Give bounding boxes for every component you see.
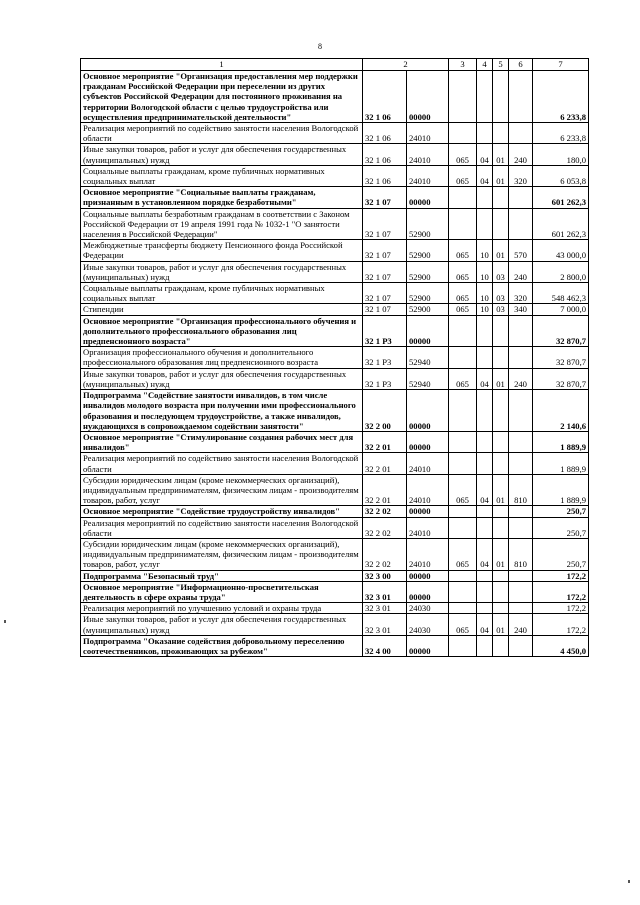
row-section-code: 04 bbox=[477, 614, 493, 635]
row-subsection-code bbox=[493, 431, 509, 452]
row-direction-code: 24030 bbox=[407, 614, 449, 635]
row-subsection-code bbox=[493, 603, 509, 614]
row-direction-code: 52900 bbox=[407, 283, 449, 304]
row-target-code: 32 2 00 bbox=[363, 390, 407, 432]
table-row bbox=[81, 315, 589, 347]
row-name: Подпрограмма "Содействие занятости инвалидов, в том числе инвалидов молодого возраста при получении ими профессионального образования и последующем трудоустройстве, а также инвалидов, нуждающихся в сопровождаемом содействии занятости" bbox=[81, 390, 363, 432]
row-amount: 6 233,8 bbox=[533, 71, 589, 123]
header-col-5: 5 bbox=[493, 59, 509, 71]
table-row bbox=[81, 123, 589, 144]
table-row bbox=[81, 614, 589, 635]
row-ministry-code bbox=[449, 390, 477, 432]
header-col-3: 3 bbox=[449, 59, 477, 71]
row-ministry-code: 065 bbox=[449, 614, 477, 635]
row-direction-code: 24010 bbox=[407, 538, 449, 570]
row-amount: 180,0 bbox=[533, 144, 589, 165]
row-target-code: 32 1 07 bbox=[363, 187, 407, 208]
header-col-2: 2 bbox=[363, 59, 449, 71]
row-target-code: 32 1 06 bbox=[363, 123, 407, 144]
row-subsection-code bbox=[493, 71, 509, 123]
row-direction-code: 24010 bbox=[407, 474, 449, 506]
row-target-code: 32 1 07 bbox=[363, 240, 407, 261]
table-row bbox=[81, 144, 589, 165]
row-section-code: 04 bbox=[477, 165, 493, 186]
row-subsection-code: 01 bbox=[493, 165, 509, 186]
row-amount: 2 800,0 bbox=[533, 261, 589, 282]
row-name: Иные закупки товаров, работ и услуг для обеспечения государственных (муниципальных) нужд bbox=[81, 261, 363, 282]
row-amount: 250,7 bbox=[533, 538, 589, 570]
row-subsection-code: 03 bbox=[493, 304, 509, 315]
row-subsection-code: 01 bbox=[493, 614, 509, 635]
row-expense-type bbox=[509, 315, 533, 347]
row-section-code: 04 bbox=[477, 368, 493, 389]
table-row bbox=[81, 506, 589, 517]
row-ministry-code bbox=[449, 635, 477, 656]
budget-table bbox=[80, 58, 589, 657]
table-row bbox=[81, 165, 589, 186]
row-target-code: 32 1 07 bbox=[363, 283, 407, 304]
row-name: Иные закупки товаров, работ и услуг для обеспечения государственных (муниципальных) нужд bbox=[81, 614, 363, 635]
row-expense-type bbox=[509, 390, 533, 432]
header-col-4: 4 bbox=[477, 59, 493, 71]
row-section-code: 10 bbox=[477, 240, 493, 261]
row-direction-code: 00000 bbox=[407, 581, 449, 602]
row-section-code: 10 bbox=[477, 261, 493, 282]
row-expense-type bbox=[509, 635, 533, 656]
row-ministry-code bbox=[449, 431, 477, 452]
table-row bbox=[81, 581, 589, 602]
row-direction-code: 52940 bbox=[407, 368, 449, 389]
row-ministry-code bbox=[449, 123, 477, 144]
row-subsection-code bbox=[493, 581, 509, 602]
row-ministry-code bbox=[449, 506, 477, 517]
row-direction-code: 00000 bbox=[407, 315, 449, 347]
row-target-code: 32 1 06 bbox=[363, 144, 407, 165]
row-subsection-code bbox=[493, 123, 509, 144]
row-expense-type: 240 bbox=[509, 614, 533, 635]
row-section-code bbox=[477, 123, 493, 144]
row-amount: 172,2 bbox=[533, 614, 589, 635]
row-target-code: 32 2 02 bbox=[363, 517, 407, 538]
row-name: Основное мероприятие "Социальные выплаты гражданам, признанным в установленном порядке безработными" bbox=[81, 187, 363, 208]
row-ministry-code bbox=[449, 187, 477, 208]
row-target-code: 32 1 07 bbox=[363, 208, 407, 240]
row-expense-type bbox=[509, 187, 533, 208]
header-row bbox=[81, 59, 589, 71]
row-subsection-code bbox=[493, 570, 509, 581]
row-name: Основное мероприятие "Стимулирование создания рабочих мест для инвалидов" bbox=[81, 431, 363, 452]
row-expense-type: 810 bbox=[509, 538, 533, 570]
row-target-code: 32 1 06 bbox=[363, 165, 407, 186]
row-subsection-code bbox=[493, 208, 509, 240]
table-row bbox=[81, 453, 589, 474]
row-expense-type: 340 bbox=[509, 304, 533, 315]
table-row bbox=[81, 240, 589, 261]
row-name: Стипендии bbox=[81, 304, 363, 315]
row-amount: 601 262,3 bbox=[533, 208, 589, 240]
row-target-code: 32 1 P3 bbox=[363, 368, 407, 389]
row-name: Подпрограмма "Безопасный труд" bbox=[81, 570, 363, 581]
row-section-code bbox=[477, 635, 493, 656]
row-subsection-code bbox=[493, 453, 509, 474]
row-subsection-code: 01 bbox=[493, 144, 509, 165]
row-expense-type: 240 bbox=[509, 144, 533, 165]
row-amount: 172,2 bbox=[533, 603, 589, 614]
row-expense-type bbox=[509, 570, 533, 581]
row-amount: 4 450,0 bbox=[533, 635, 589, 656]
row-name: Подпрограмма "Оказание содействия добровольному переселению соотечественников, проживающих за рубежом" bbox=[81, 635, 363, 656]
row-section-code bbox=[477, 517, 493, 538]
row-amount: 1 889,9 bbox=[533, 474, 589, 506]
row-amount: 2 140,6 bbox=[533, 390, 589, 432]
row-direction-code: 00000 bbox=[407, 187, 449, 208]
row-name: Иные закупки товаров, работ и услуг для обеспечения государственных (муниципальных) нужд bbox=[81, 368, 363, 389]
row-name: Основное мероприятие "Содействие трудоустройству инвалидов" bbox=[81, 506, 363, 517]
row-target-code: 32 4 00 bbox=[363, 635, 407, 656]
row-expense-type bbox=[509, 506, 533, 517]
row-expense-type bbox=[509, 517, 533, 538]
row-name: Реализация мероприятий по содействию занятости населения Вологодской области bbox=[81, 123, 363, 144]
row-expense-type bbox=[509, 123, 533, 144]
table-row bbox=[81, 261, 589, 282]
row-subsection-code bbox=[493, 506, 509, 517]
row-amount: 601 262,3 bbox=[533, 187, 589, 208]
row-ministry-code: 065 bbox=[449, 368, 477, 389]
row-target-code: 32 2 01 bbox=[363, 431, 407, 452]
table-row bbox=[81, 603, 589, 614]
table-row bbox=[81, 474, 589, 506]
row-expense-type bbox=[509, 603, 533, 614]
row-amount: 1 889,9 bbox=[533, 453, 589, 474]
table-row bbox=[81, 283, 589, 304]
row-direction-code: 52940 bbox=[407, 347, 449, 368]
row-direction-code: 00000 bbox=[407, 390, 449, 432]
row-amount: 32 870,7 bbox=[533, 315, 589, 347]
table-row bbox=[81, 570, 589, 581]
row-amount: 172,2 bbox=[533, 581, 589, 602]
row-amount: 7 000,0 bbox=[533, 304, 589, 315]
row-target-code: 32 1 07 bbox=[363, 261, 407, 282]
row-ministry-code bbox=[449, 315, 477, 347]
row-name: Основное мероприятие "Организация профессионального обучения и дополнительного профессионального образования лиц предпенсионного возраста" bbox=[81, 315, 363, 347]
table-row bbox=[81, 71, 589, 123]
row-section-code bbox=[477, 208, 493, 240]
row-ministry-code bbox=[449, 570, 477, 581]
row-section-code: 10 bbox=[477, 283, 493, 304]
row-name: Межбюджетные трансферты бюджету Пенсионного фонда Российской Федерации bbox=[81, 240, 363, 261]
row-expense-type bbox=[509, 71, 533, 123]
row-section-code bbox=[477, 431, 493, 452]
row-amount: 43 000,0 bbox=[533, 240, 589, 261]
row-target-code: 32 2 01 bbox=[363, 453, 407, 474]
row-direction-code: 00000 bbox=[407, 506, 449, 517]
row-section-code bbox=[477, 603, 493, 614]
row-section-code: 04 bbox=[477, 538, 493, 570]
row-name: Иные закупки товаров, работ и услуг для обеспечения государственных (муниципальных) нужд bbox=[81, 144, 363, 165]
row-subsection-code: 01 bbox=[493, 240, 509, 261]
row-name: Реализация мероприятий по содействию занятости населения Вологодской области bbox=[81, 453, 363, 474]
row-expense-type bbox=[509, 208, 533, 240]
row-direction-code: 00000 bbox=[407, 71, 449, 123]
row-ministry-code bbox=[449, 71, 477, 123]
row-section-code bbox=[477, 71, 493, 123]
row-direction-code: 52900 bbox=[407, 261, 449, 282]
row-amount: 250,7 bbox=[533, 517, 589, 538]
header-col-1: 1 bbox=[81, 59, 363, 71]
table-body bbox=[81, 71, 589, 657]
row-expense-type: 320 bbox=[509, 165, 533, 186]
table-row bbox=[81, 635, 589, 656]
row-direction-code: 00000 bbox=[407, 635, 449, 656]
row-name: Реализация мероприятий по содействию занятости населения Вологодской области bbox=[81, 517, 363, 538]
table-row bbox=[81, 390, 589, 432]
row-name: Субсидии юридическим лицам (кроме некоммерческих организаций), индивидуальным предпринимателям, физическим лицам - производителям товаров, работ, услуг bbox=[81, 474, 363, 506]
row-section-code bbox=[477, 506, 493, 517]
row-name: Организация профессионального обучения и дополнительного профессионального образования лиц предпенсионного возраста bbox=[81, 347, 363, 368]
row-expense-type: 570 bbox=[509, 240, 533, 261]
row-direction-code: 52900 bbox=[407, 208, 449, 240]
scan-mark bbox=[628, 880, 630, 883]
row-direction-code: 00000 bbox=[407, 570, 449, 581]
page-number: 8 bbox=[318, 42, 322, 51]
header-col-7: 7 bbox=[533, 59, 589, 71]
row-direction-code: 52900 bbox=[407, 240, 449, 261]
row-name: Основное мероприятие "Организация предоставления мер поддержки гражданам Российской Федерации при переселении из других субъектов Российской Федерации для постоянного проживания на территории Вологодской области с целью трудоустройства или осуществления предпринимательской деятельности" bbox=[81, 71, 363, 123]
row-expense-type bbox=[509, 431, 533, 452]
row-ministry-code: 065 bbox=[449, 165, 477, 186]
row-amount: 6 233,8 bbox=[533, 123, 589, 144]
row-section-code bbox=[477, 187, 493, 208]
row-section-code bbox=[477, 315, 493, 347]
row-name: Социальные выплаты гражданам, кроме публичных нормативных социальных выплат bbox=[81, 283, 363, 304]
row-target-code: 32 3 01 bbox=[363, 614, 407, 635]
row-amount: 1 889,9 bbox=[533, 431, 589, 452]
row-amount: 548 462,3 bbox=[533, 283, 589, 304]
row-ministry-code: 065 bbox=[449, 474, 477, 506]
row-name: Реализация мероприятий по улучшению условий и охраны труда bbox=[81, 603, 363, 614]
row-section-code: 10 bbox=[477, 304, 493, 315]
row-subsection-code bbox=[493, 390, 509, 432]
row-subsection-code: 01 bbox=[493, 368, 509, 389]
row-section-code: 04 bbox=[477, 144, 493, 165]
table-row bbox=[81, 187, 589, 208]
row-expense-type bbox=[509, 581, 533, 602]
row-section-code bbox=[477, 453, 493, 474]
row-target-code: 32 3 01 bbox=[363, 603, 407, 614]
row-subsection-code bbox=[493, 635, 509, 656]
table-row bbox=[81, 538, 589, 570]
row-direction-code: 24010 bbox=[407, 517, 449, 538]
row-amount: 32 870,7 bbox=[533, 368, 589, 389]
table-row bbox=[81, 517, 589, 538]
row-subsection-code: 01 bbox=[493, 538, 509, 570]
row-ministry-code: 065 bbox=[449, 240, 477, 261]
header-col-6: 6 bbox=[509, 59, 533, 71]
row-amount: 250,7 bbox=[533, 506, 589, 517]
row-name: Социальные выплаты гражданам, кроме публичных нормативных социальных выплат bbox=[81, 165, 363, 186]
row-target-code: 32 1 06 bbox=[363, 71, 407, 123]
row-subsection-code bbox=[493, 187, 509, 208]
scan-mark bbox=[4, 620, 6, 623]
row-ministry-code bbox=[449, 208, 477, 240]
table-row bbox=[81, 208, 589, 240]
row-target-code: 32 1 P3 bbox=[363, 347, 407, 368]
row-subsection-code: 03 bbox=[493, 283, 509, 304]
table-row bbox=[81, 304, 589, 315]
row-target-code: 32 1 P3 bbox=[363, 315, 407, 347]
row-subsection-code bbox=[493, 347, 509, 368]
row-subsection-code: 01 bbox=[493, 474, 509, 506]
row-expense-type: 320 bbox=[509, 283, 533, 304]
table-row bbox=[81, 347, 589, 368]
row-direction-code: 24010 bbox=[407, 165, 449, 186]
row-ministry-code bbox=[449, 347, 477, 368]
row-target-code: 32 3 01 bbox=[363, 581, 407, 602]
row-target-code: 32 2 02 bbox=[363, 538, 407, 570]
row-section-code bbox=[477, 581, 493, 602]
row-amount: 32 870,7 bbox=[533, 347, 589, 368]
row-name: Основное мероприятие "Информационно-просветительская деятельность в сфере охраны труда" bbox=[81, 581, 363, 602]
row-section-code bbox=[477, 570, 493, 581]
row-subsection-code bbox=[493, 517, 509, 538]
row-direction-code: 00000 bbox=[407, 431, 449, 452]
row-section-code bbox=[477, 347, 493, 368]
row-subsection-code: 03 bbox=[493, 261, 509, 282]
row-direction-code: 24010 bbox=[407, 144, 449, 165]
row-subsection-code bbox=[493, 315, 509, 347]
row-ministry-code: 065 bbox=[449, 538, 477, 570]
row-name: Социальные выплаты безработным гражданам в соответствии с Законом Российской Федерации от 19 апреля 1991 года № 1032-1 "О занятости населения в Российской Федерации" bbox=[81, 208, 363, 240]
row-ministry-code: 065 bbox=[449, 261, 477, 282]
row-name: Субсидии юридическим лицам (кроме некоммерческих организаций), индивидуальным предпринимателям, физическим лицам - производителям товаров, работ, услуг bbox=[81, 538, 363, 570]
row-ministry-code bbox=[449, 581, 477, 602]
row-target-code: 32 1 07 bbox=[363, 304, 407, 315]
table-row bbox=[81, 368, 589, 389]
row-direction-code: 24010 bbox=[407, 123, 449, 144]
row-expense-type: 810 bbox=[509, 474, 533, 506]
row-expense-type bbox=[509, 347, 533, 368]
row-section-code: 04 bbox=[477, 474, 493, 506]
row-direction-code: 24030 bbox=[407, 603, 449, 614]
row-expense-type bbox=[509, 453, 533, 474]
row-ministry-code bbox=[449, 517, 477, 538]
row-ministry-code bbox=[449, 453, 477, 474]
row-direction-code: 24010 bbox=[407, 453, 449, 474]
row-direction-code: 52900 bbox=[407, 304, 449, 315]
row-target-code: 32 2 01 bbox=[363, 474, 407, 506]
row-section-code bbox=[477, 390, 493, 432]
row-ministry-code: 065 bbox=[449, 304, 477, 315]
row-ministry-code: 065 bbox=[449, 283, 477, 304]
table-row bbox=[81, 431, 589, 452]
row-target-code: 32 2 02 bbox=[363, 506, 407, 517]
row-amount: 6 053,8 bbox=[533, 165, 589, 186]
row-target-code: 32 3 00 bbox=[363, 570, 407, 581]
row-expense-type: 240 bbox=[509, 261, 533, 282]
row-ministry-code bbox=[449, 603, 477, 614]
row-expense-type: 240 bbox=[509, 368, 533, 389]
row-ministry-code: 065 bbox=[449, 144, 477, 165]
row-amount: 172,2 bbox=[533, 570, 589, 581]
